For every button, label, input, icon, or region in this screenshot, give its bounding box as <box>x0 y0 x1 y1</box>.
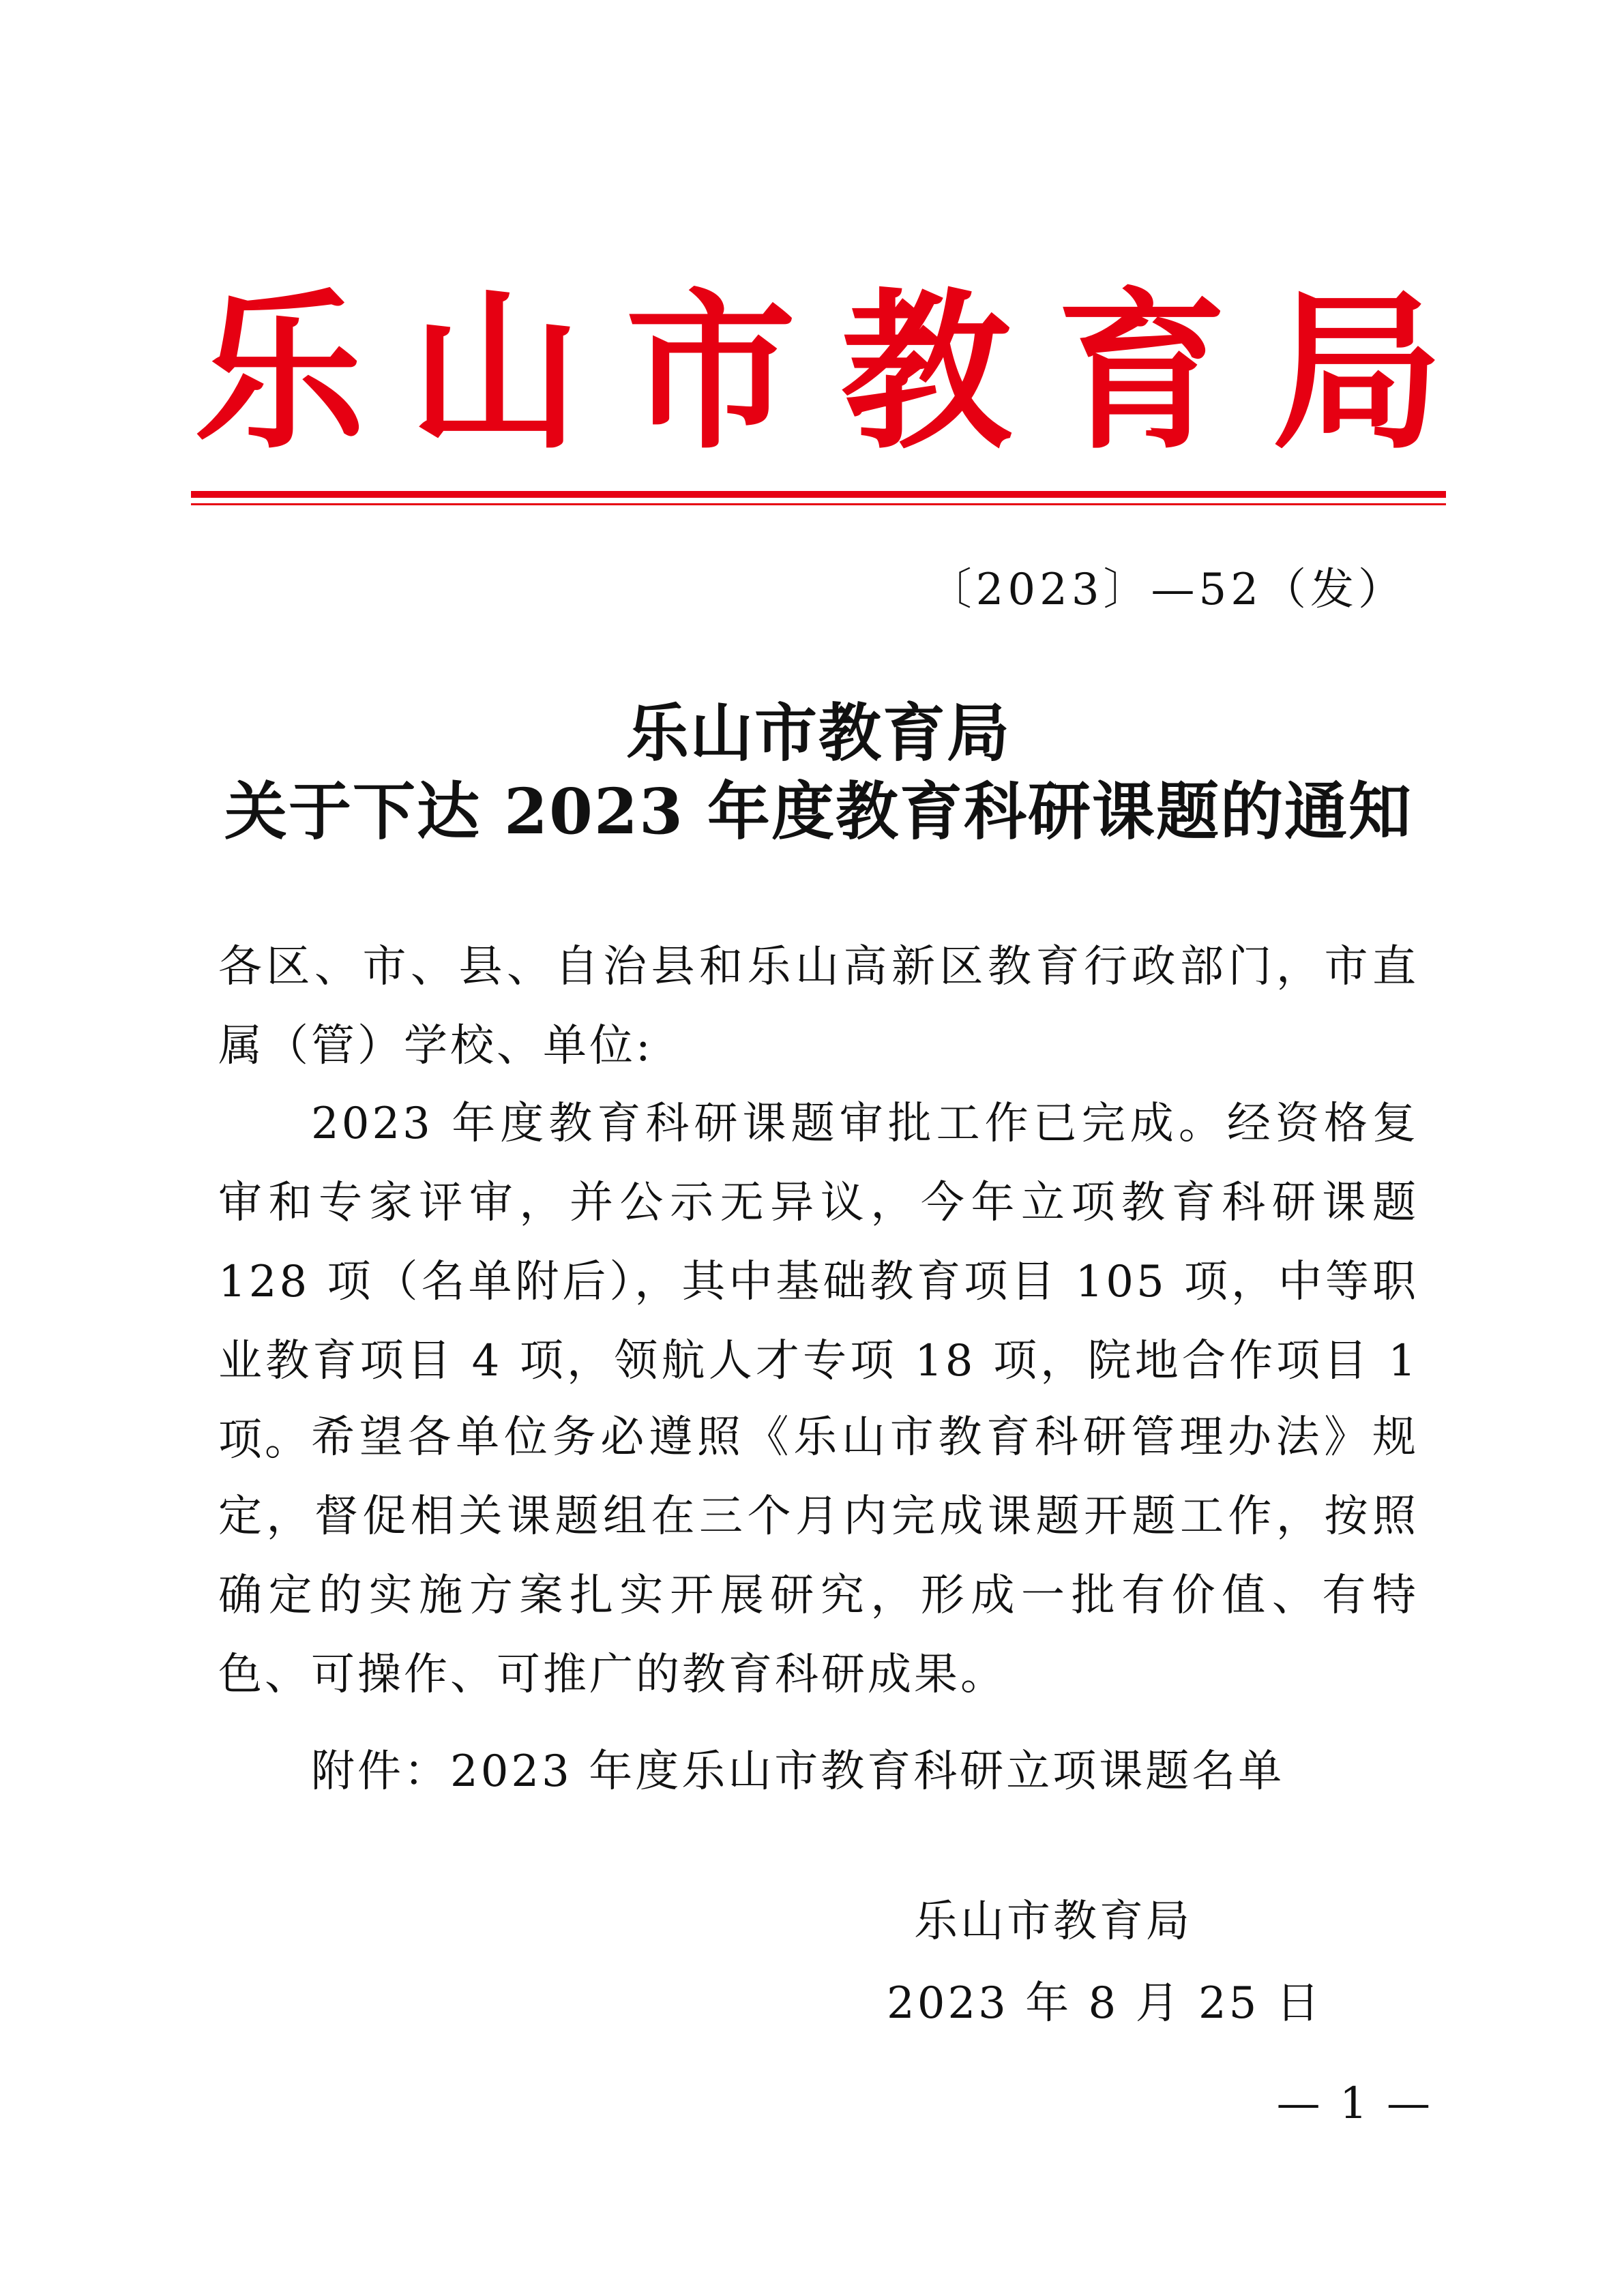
body-paragraph: 2023 年度教育科研课题审批工作已完成。经资格复审和专家评审，并公示无异议，今年立项教育科研课题 128 项（名单附后），其中基础教育项目 105 项，中等职业教育项目 4 项，领航人才专项 18 项，院地合作项目 1 项。 <box>218 1099 1419 1465</box>
document-title-line1: 乐山市教育局 <box>625 696 1011 770</box>
signature-org: 乐山市教育局 <box>914 1896 1192 1947</box>
masthead-char: 育 <box>1057 271 1227 472</box>
masthead-divider-thick <box>191 491 1446 498</box>
masthead-divider-thin <box>191 503 1446 505</box>
salutation: 各区、市、县、自治县和乐山高新区教育行政部门，市直属（管）学校、单位: <box>218 942 1419 1071</box>
masthead-char: 乐 <box>194 271 365 472</box>
signature-date: 2023 年 8 月 25 日 <box>887 1978 1323 2029</box>
body-paragraph: 希望各单位务必遵照《乐山市教育科研管理办法》规定，督促相关课题组在三个月内完成课题开题工作，按照确定的实施方案扎实开展研究，形成一批有价值、有特色、可操作、可推广的教育科研成果。 <box>218 1412 1419 1700</box>
document-number: 〔2023〕—52（发） <box>928 565 1406 615</box>
document-title-line2: 关于下达 2023 年度教育科研课题的通知 <box>224 775 1413 848</box>
attachment-note: 附件：2023 年度乐山市教育科研立项课题名单 <box>311 1746 1285 1797</box>
masthead-char: 教 <box>841 271 1012 472</box>
masthead-char: 山 <box>410 271 580 472</box>
masthead-char: 市 <box>625 271 796 472</box>
page-number: — 1 — <box>1276 2078 1433 2129</box>
masthead-char: 局 <box>1272 271 1443 472</box>
masthead <box>191 273 1446 471</box>
